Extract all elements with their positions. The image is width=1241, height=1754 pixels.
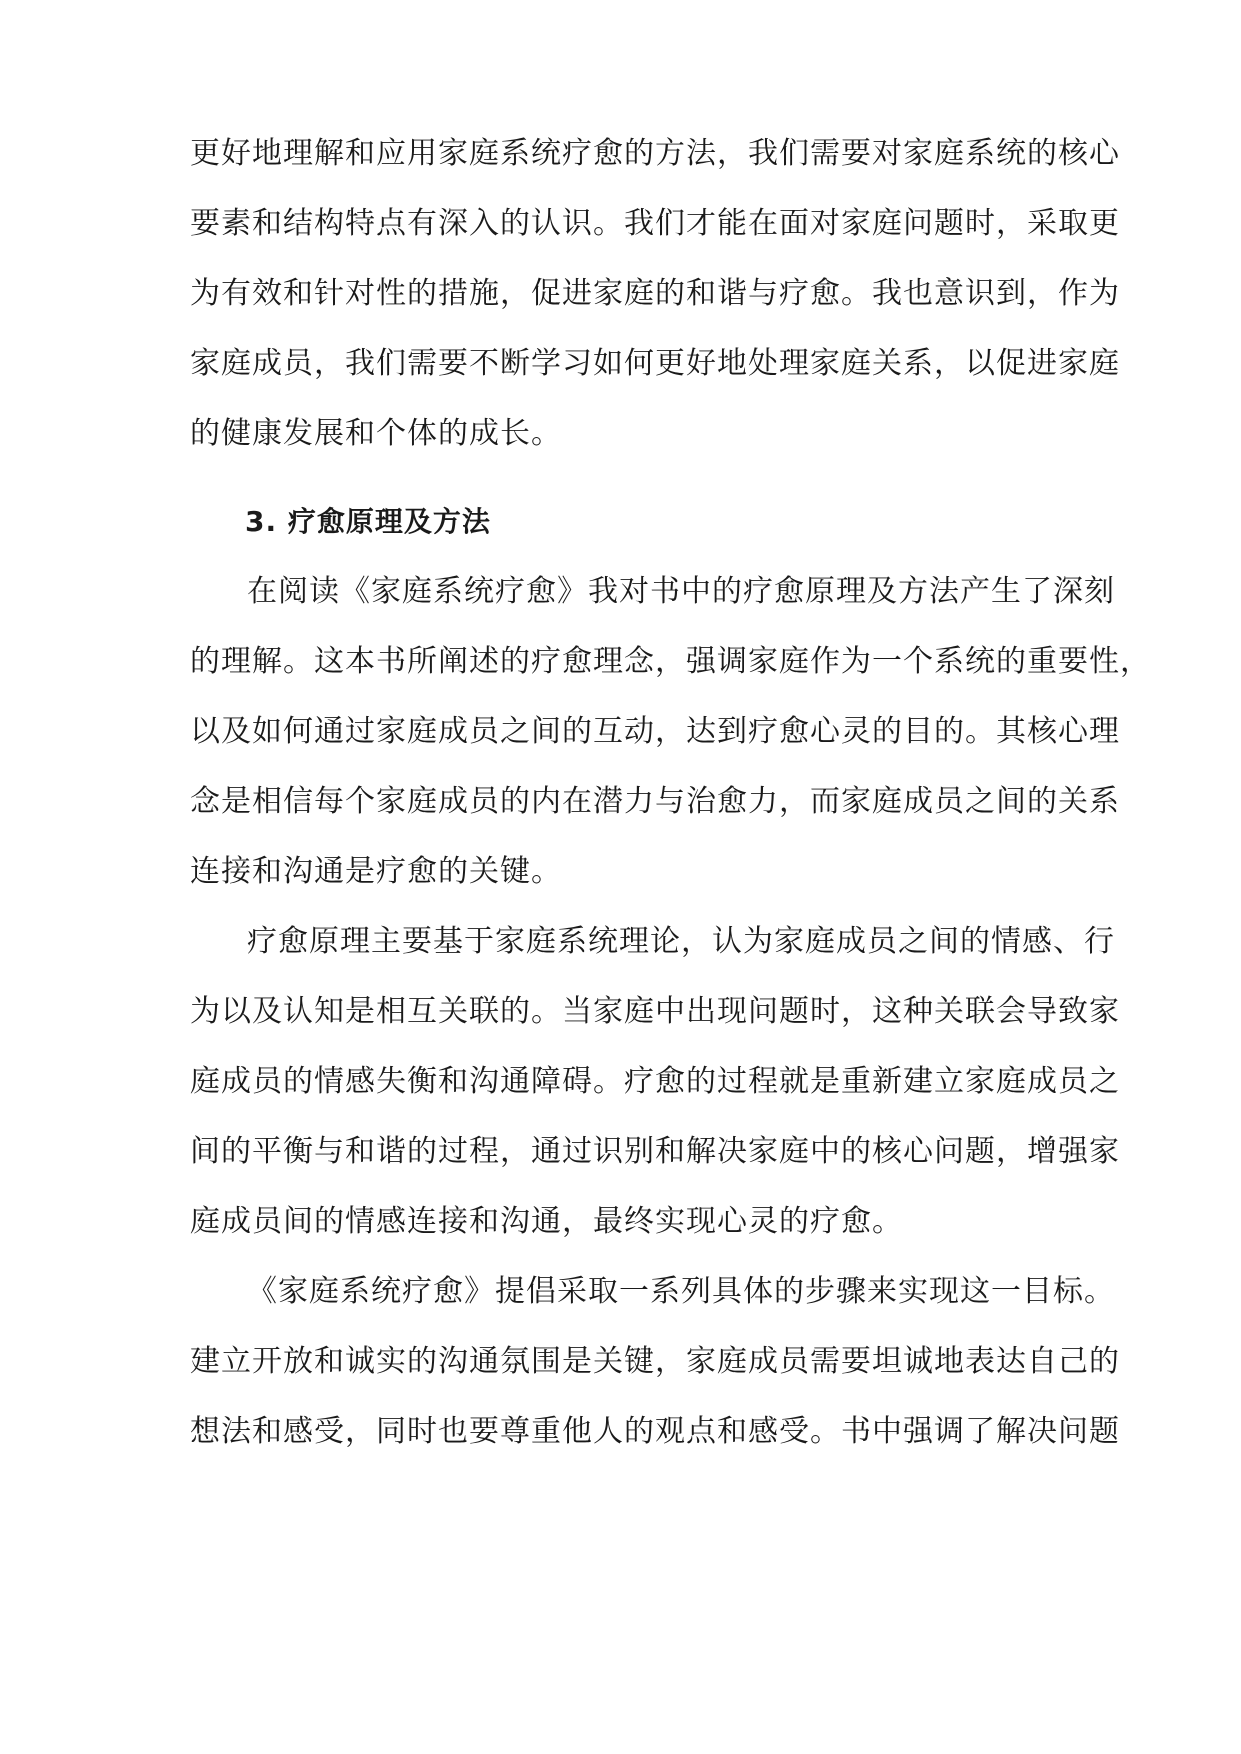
paragraph-3-line-4: 间的平衡与和谐的过程，通过识别和解决家庭中的核心问题，增强家 — [190, 1134, 1120, 1169]
paragraph-2-line-3: 以及如何通过家庭成员之间的互动，达到疗愈心灵的目的。其核心理 — [190, 714, 1120, 749]
paragraph-1-line-4: 家庭成员，我们需要不断学习如何更好地处理家庭关系，以促进家庭 — [190, 346, 1120, 381]
paragraph-3-line-1: 疗愈原理主要基于家庭系统理论，认为家庭成员之间的情感、行 — [247, 924, 1115, 959]
paragraph-1-line-3: 为有效和针对性的措施，促进家庭的和谐与疗愈。我也意识到，作为 — [190, 276, 1120, 311]
paragraph-1-line-5: 的健康发展和个体的成长。 — [190, 416, 562, 451]
paragraph-2-line-5: 连接和沟通是疗愈的关键。 — [190, 854, 562, 889]
paragraph-2-line-1: 在阅读《家庭系统疗愈》我对书中的疗愈原理及方法产生了深刻 — [247, 574, 1115, 609]
paragraph-3-line-5: 庭成员间的情感连接和沟通，最终实现心灵的疗愈。 — [190, 1204, 903, 1239]
paragraph-4-line-3: 想法和感受，同时也要尊重他人的观点和感受。书中强调了解决问题 — [190, 1414, 1120, 1449]
paragraph-2-line-2: 的理解。这本书所阐述的疗愈理念，强调家庭作为一个系统的重要性， — [190, 644, 1151, 679]
paragraph-1-line-2: 要素和结构特点有深入的认识。我们才能在面对家庭问题时，采取更 — [190, 206, 1120, 241]
paragraph-3-line-2: 为以及认知是相互关联的。当家庭中出现问题时，这种关联会导致家 — [190, 994, 1120, 1029]
paragraph-4-line-2: 建立开放和诚实的沟通氛围是关键，家庭成员需要坦诚地表达自己的 — [190, 1344, 1120, 1379]
paragraph-4-line-1: 《家庭系统疗愈》提倡采取一系列具体的步骤来实现这一目标。 — [247, 1274, 1115, 1309]
section-heading: 3. 疗愈原理及方法 — [245, 505, 491, 538]
paragraph-2-line-4: 念是相信每个家庭成员的内在潜力与治愈力，而家庭成员之间的关系 — [190, 784, 1120, 819]
paragraph-3-line-3: 庭成员的情感失衡和沟通障碍。疗愈的过程就是重新建立家庭成员之 — [190, 1064, 1120, 1099]
paragraph-1-line-1: 更好地理解和应用家庭系统疗愈的方法，我们需要对家庭系统的核心 — [190, 136, 1120, 171]
